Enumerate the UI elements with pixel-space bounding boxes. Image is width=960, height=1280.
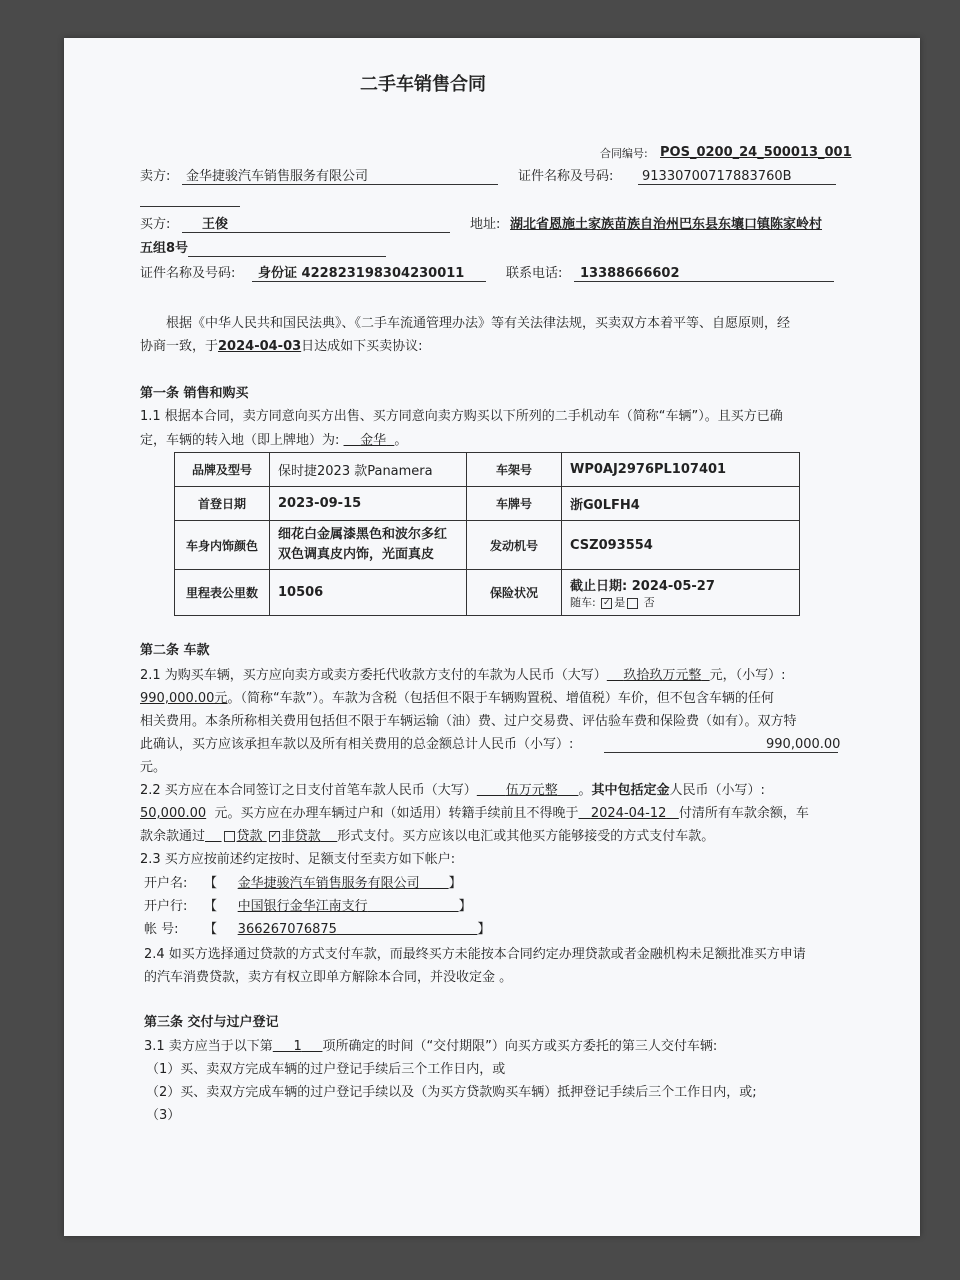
article-2-1-line-5: 元。	[140, 760, 167, 775]
buyer-name: 王俊	[202, 217, 229, 232]
total-amount: 990,000.00	[766, 737, 841, 752]
vehicle-table	[174, 452, 800, 616]
insurance-value: 截止日期: 2024-05-27 随车: ✓ 是 否	[562, 570, 800, 616]
article-2-1-line-2: 990,000.00元。（简称“车款”）。车款为含税（包括但不限于车辆购置税、增值税）车价，但不包含车辆的任何	[140, 691, 774, 706]
total-amount-underline	[604, 752, 838, 753]
reg-date-value: 2023-09-15	[270, 487, 467, 521]
seller-id: 91330700717883760B	[642, 169, 792, 184]
article-3-item-2: （2）买、卖双方完成车辆的过户登记手续以及（为买方贷款购买车辆）抵押登记手续后三个工作日内，或;	[146, 1085, 757, 1100]
phone: 13388666602	[580, 266, 680, 281]
account-name-label: 开户名:	[144, 876, 188, 891]
reg-date-header: 首登日期	[175, 487, 270, 521]
brand-header: 品牌及型号	[175, 453, 270, 487]
intro-line-2: 协商一致，于2024-04-03日达成如下买卖协议:	[140, 339, 423, 354]
plate-header: 车牌号	[467, 487, 562, 521]
seller-name: 金华捷骏汽车销售服务有限公司	[186, 169, 369, 184]
intro-line-1: 根据《中华人民共和国民法典》、《二手车流通管理办法》等有关法律法规，买卖双方本着平等、自愿原则，经	[166, 316, 791, 331]
phone-underline	[574, 281, 834, 282]
article-2-title: 第二条 车款	[140, 643, 210, 658]
insurance-yes-checkbox: ✓	[602, 597, 611, 608]
vin-header: 车架号	[467, 453, 562, 487]
vin-value: WP0AJ2976PL107401	[562, 453, 800, 487]
address-line-1: 湖北省恩施土家族苗族自治州巴东县东壤口镇陈家岭村	[510, 217, 823, 232]
buyer-label: 买方:	[140, 217, 171, 232]
article-3-item-3: （3）	[146, 1108, 181, 1123]
buyer-id-label: 证件名称及号码:	[140, 266, 236, 281]
article-2-1-line-1: 2.1 为购买车辆，买方应向卖方或卖方委托代收款方支付的车款为人民币（大写） 玖拾玖万元整 元，（小写）:	[140, 668, 786, 683]
article-2-1-line-3: 相关费用。本条所称相关费用包括但不限于车辆运输（油）费、过户交易费、评估验车费和保险费（如有）。双方特	[140, 714, 797, 729]
account-bank: 【 中国银行金华江南支行 】	[204, 899, 472, 914]
account-bank-label: 开户行:	[144, 899, 188, 914]
article-1-1-line-1: 1.1 根据本合同，卖方同意向买方出售、买方同意向卖方购买以下所列的二手机动车（简称“车辆”）。且买方已确	[140, 409, 783, 424]
phone-label: 联系电话:	[506, 266, 563, 281]
seller-label: 卖方:	[140, 169, 171, 184]
address-underline	[188, 256, 386, 257]
seller-id-underline	[638, 184, 836, 185]
article-1-title: 第一条 销售和购买	[140, 386, 249, 401]
brand-value: 保时捷2023 款Panamera	[270, 453, 467, 487]
article-2-3: 2.3 买方应按前述约定按时、足额支付至卖方如下帐户:	[140, 852, 456, 867]
contract-no: POS_0200_24_500013_001	[660, 145, 852, 160]
seller-id-underline-cont	[140, 206, 240, 207]
article-1-1-line-2: 定，车辆的转入地（即上牌地）为: 金华 。	[140, 433, 408, 448]
article-3-1: 3.1 卖方应当于以下第 1 项所确定的时间（“交付期限”）向买方或买方委托的第三人交付车辆:	[144, 1039, 718, 1054]
article-3-item-1: （1）买、卖双方完成车辆的过户登记手续后三个工作日内，或	[146, 1062, 506, 1077]
article-2-4-line-1: 2.4 如买方选择通过贷款的方式支付车款，而最终买方未能按本合同约定办理贷款或者金融机构未足额批准买方申请	[144, 947, 806, 962]
mileage-header: 里程表公里数	[175, 570, 270, 616]
article-2-2-line-1: 2.2 买方应在本合同签订之日支付首笔车款人民币（大写） 伍万元整 。其中包括定金人民币（小写）:	[140, 783, 765, 798]
plate-value: 浙G0LFH4	[562, 487, 800, 521]
color-value: 细花白金属漆黑色和波尔多红 双色调真皮内饰，光面真皮	[270, 521, 467, 570]
seller-underline	[182, 184, 498, 185]
account-no: 【 366267076875 】	[204, 922, 491, 937]
insurance-header: 保险状况	[467, 570, 562, 616]
article-2-1-line-4: 此确认，买方应该承担车款以及所有相关费用的总金额总计人民币（小写）:	[140, 737, 574, 752]
mileage-value: 10506	[270, 570, 467, 616]
account-name: 【 金华捷骏汽车销售服务有限公司 】	[204, 876, 462, 891]
address-label: 地址:	[470, 217, 501, 232]
buyer-id-underline	[252, 281, 486, 282]
article-2-4-line-2: 的汽车消费贷款，卖方有权立即单方解除本合同，并没收定金 。	[144, 970, 513, 985]
buyer-underline	[182, 232, 450, 233]
color-header: 车身内饰颜色	[175, 521, 270, 570]
article-2-2-line-2: 50,000.00 元。买方应在办理车辆过户和（如适用）转籍手续前且不得晚于 2024-04-12 付清所有车款余额，车	[140, 806, 809, 821]
article-2-2-line-3: 款余款通过 贷款 ✓ 非贷款 形式支付。买方应该以电汇或其他买方能够接受的方式支付车款。	[140, 829, 715, 844]
page-title: 二手车销售合同	[360, 74, 486, 95]
engine-value: CSZ093554	[562, 521, 800, 570]
contract-no-label: 合同编号:	[600, 147, 648, 160]
article-3-title: 第三条 交付与过户登记	[144, 1015, 279, 1030]
seller-id-label: 证件名称及号码:	[518, 169, 614, 184]
buyer-id: 身份证 422823198304230011	[258, 266, 465, 281]
engine-header: 发动机号	[467, 521, 562, 570]
address-line-2: 五组8号	[140, 241, 189, 256]
insurance-no-checkbox	[627, 598, 638, 609]
non-loan-checkbox: ✓	[270, 831, 278, 841]
account-no-label: 帐 号:	[144, 922, 179, 937]
loan-checkbox	[224, 831, 235, 842]
